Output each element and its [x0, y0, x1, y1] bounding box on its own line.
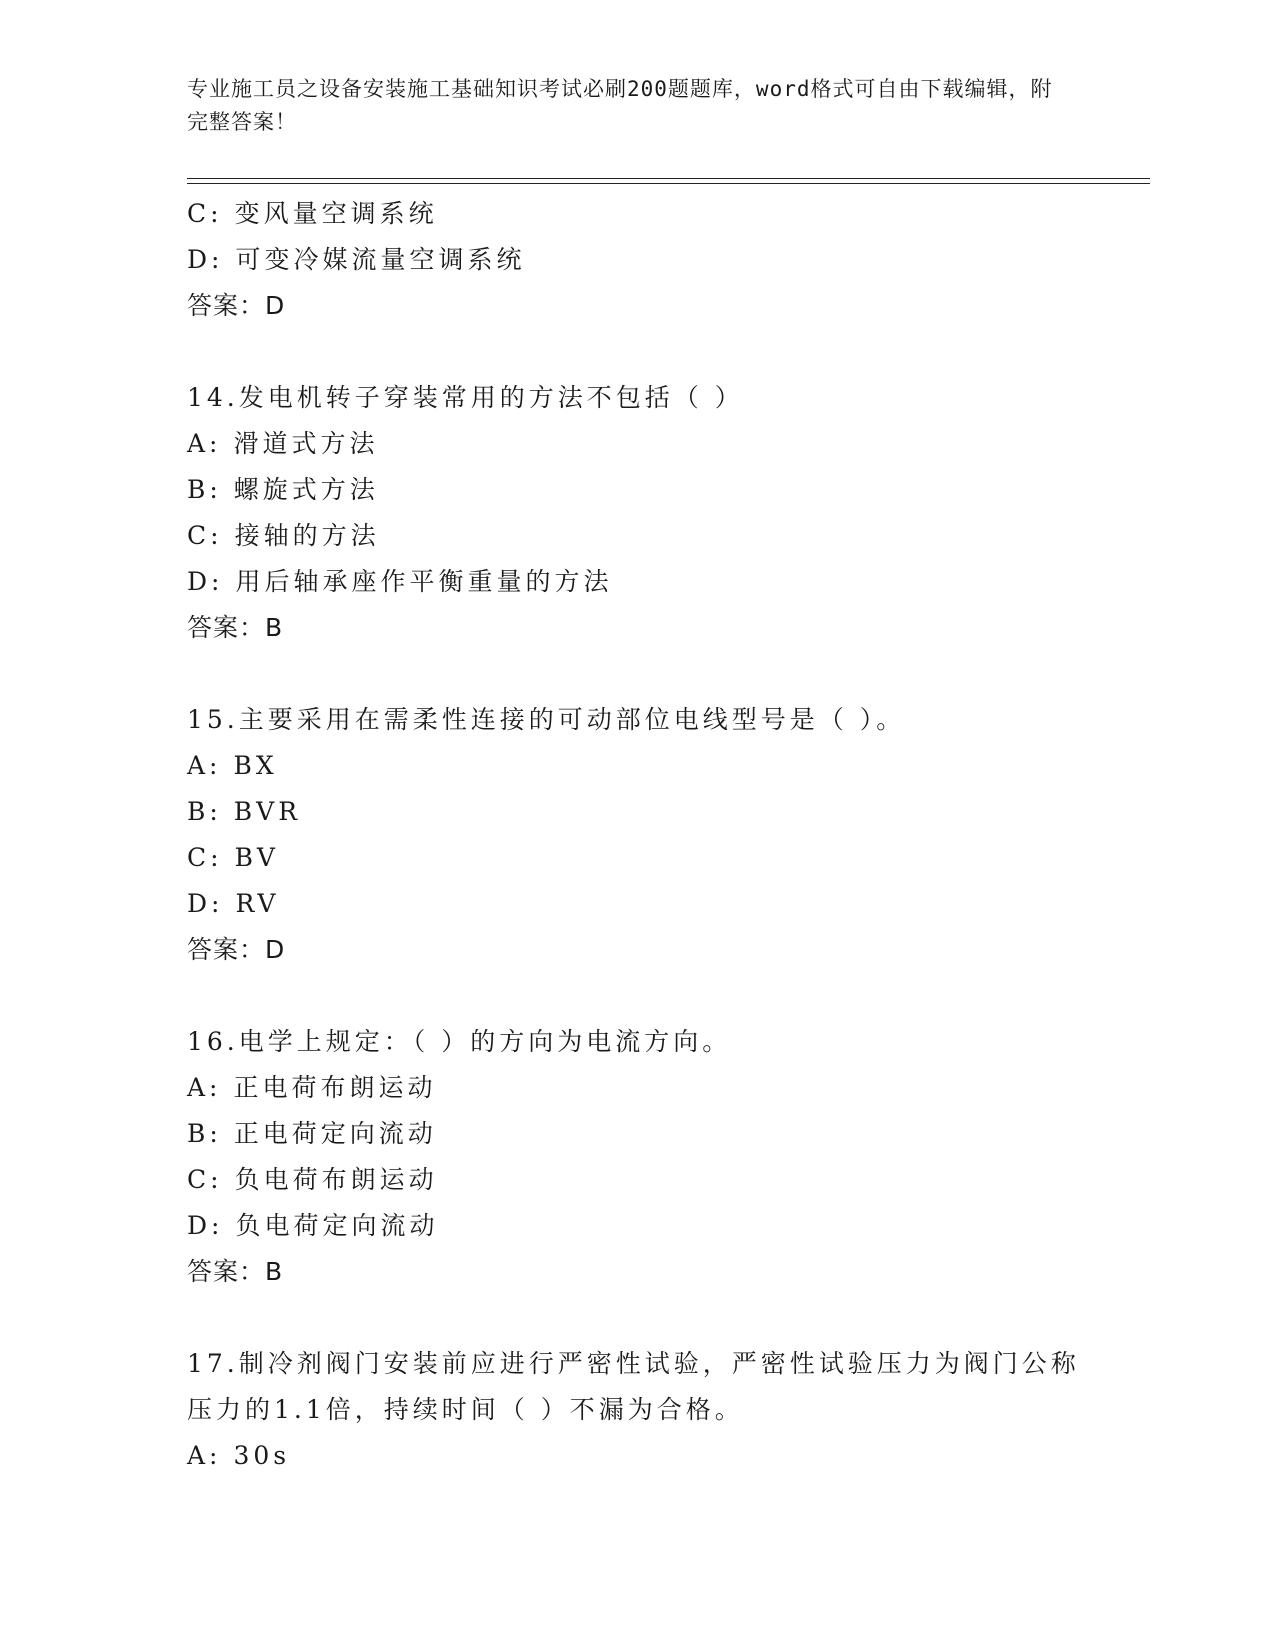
option-a: A: 正电荷布朗运动 [187, 1073, 437, 1102]
question-13-tail [187, 191, 1087, 329]
question-stem: 16.电学上规定：（ ）的方向为电流方向。 [187, 1027, 732, 1056]
option-a: A: 30s [187, 1441, 291, 1470]
question-stem: 14.发电机转子穿装常用的方法不包括（ ） [187, 383, 744, 412]
answer-line: 答案：D [187, 291, 286, 320]
answer-line: 答案：B [187, 613, 284, 642]
answer-line: 答案：D [187, 935, 286, 964]
option-a: A: BX [187, 751, 278, 780]
option-c: C: BV [187, 843, 279, 872]
option-d: D: 负电荷定向流动 [187, 1211, 439, 1240]
header-rule-bottom [187, 183, 1150, 184]
option-c: C: 接轴的方法 [187, 521, 380, 550]
option-c: C: 变风量空调系统 [187, 199, 438, 228]
option-d: D: RV [187, 889, 280, 918]
option-b: B: BVR [187, 797, 302, 826]
question-stem: 17.制冷剂阀门安装前应进行严密性试验，严密性试验压力为阀门公称压力的1.1倍，持续时间（ ）不漏为合格。 [187, 1349, 1080, 1424]
question-list [187, 191, 1087, 1479]
option-d: D: 可变冷媒流量空调系统 [187, 245, 526, 274]
answer-line: 答案：B [187, 1257, 284, 1286]
option-b: B: 正电荷定向流动 [187, 1119, 437, 1148]
question-17 [187, 1341, 1087, 1479]
question-14 [187, 375, 1087, 651]
document-header [187, 73, 1067, 139]
option-c: C: 负电荷布朗运动 [187, 1165, 438, 1194]
option-b: B: 螺旋式方法 [187, 475, 379, 504]
question-16 [187, 1019, 1087, 1295]
header-title: 专业施工员之设备安装施工基础知识考试必刷200题题库，word格式可自由下载编辑，附完整答案！ [187, 77, 1053, 134]
question-15 [187, 697, 1087, 973]
question-stem: 15.主要采用在需柔性连接的可动部位电线型号是（ ）。 [187, 705, 906, 734]
header-rule-top [187, 178, 1150, 179]
option-d: D: 用后轴承座作平衡重量的方法 [187, 567, 613, 596]
option-a: A: 滑道式方法 [187, 429, 379, 458]
